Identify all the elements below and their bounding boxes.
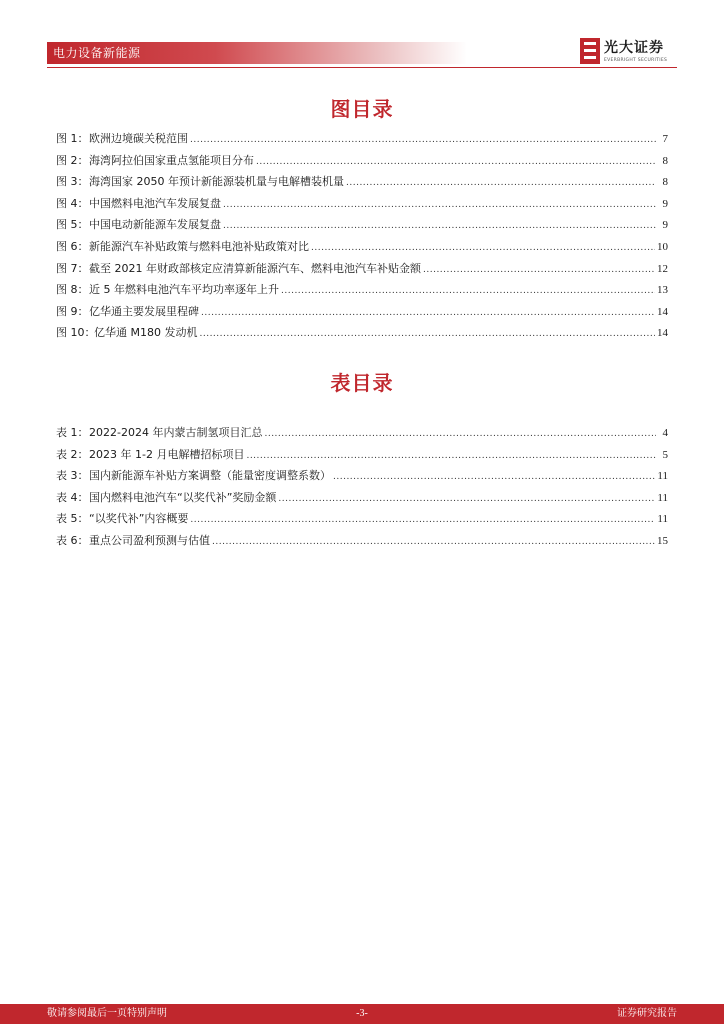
logo-mark-icon [580,38,600,64]
toc-text: 2023 年 1-2 月电解槽招标项目 [89,447,245,461]
toc-label: 图 2： [56,153,89,167]
toc-page: 12 [657,262,668,275]
toc-leader [212,534,655,550]
toc-text: 中国燃料电池汽车发展复盘 [89,196,221,210]
toc-item[interactable] [56,196,668,218]
toc-page: 14 [657,327,668,340]
toc-text: 亿华通主要发展里程碑 [89,304,199,318]
footer-disclaimer: 敬请参阅最后一页特别声明 [47,1008,167,1019]
toc-leader [281,283,655,299]
toc-label: 图 3： [56,175,89,189]
toc-label: 表 5： [56,512,89,526]
toc-leader [256,154,656,170]
toc-item[interactable] [56,511,668,533]
toc-page: 7 [662,133,668,145]
toc-item[interactable] [56,261,668,283]
toc-item[interactable] [56,131,668,153]
tables-section-title: 表目录 [330,371,394,395]
toc-text: 欧洲边境碳关税范围 [89,132,188,145]
figures-section-title: 图目录 [330,97,394,121]
toc-label: 图 7： [56,261,89,275]
toc-page: 9 [662,219,668,232]
toc-leader [201,305,655,321]
toc-text: 截至 2021 年财政部核定应清算新能源汽车、燃料电池汽车补贴金额 [89,261,421,275]
company-logo [580,38,680,68]
toc-leader [311,240,655,256]
toc-item[interactable] [56,425,668,447]
toc-text: 亿华通 M180 发动机 [94,326,198,340]
toc-page: 5 [662,448,668,461]
page-number: -3- [356,1008,368,1019]
toc-page: 11 [657,491,668,504]
toc-page: 13 [657,284,668,297]
toc-label: 表 6： [56,533,89,547]
toc-label: 表 1： [56,426,89,439]
logo-subtitle: EVERBRIGHT SECURITIES [604,58,668,63]
toc-item[interactable] [56,325,668,347]
toc-item[interactable] [56,217,668,239]
toc-leader [190,132,656,148]
toc-label: 表 3： [56,469,89,483]
toc-item[interactable] [56,239,668,261]
toc-label: 图 6： [56,239,89,253]
toc-text: 海湾阿拉伯国家重点氢能项目分布 [89,153,254,167]
toc-label: 图 9： [56,304,89,318]
toc-page: 8 [662,176,668,189]
toc-text: 国内燃料电池汽车“以奖代补”奖励金额 [89,490,277,504]
toc-item[interactable] [56,468,668,490]
toc-leader [223,197,656,213]
toc-label: 图 10： [56,326,96,340]
header-divider [47,67,677,68]
toc-item[interactable] [56,282,668,304]
toc-label: 表 2： [56,447,89,461]
logo-name: 光大证券 [604,40,664,56]
toc-item[interactable] [56,304,668,326]
toc-leader [264,426,656,442]
toc-item[interactable] [56,174,668,196]
toc-leader [278,491,655,507]
toc-label: 图 8： [56,283,89,297]
toc-page: 10 [657,240,668,253]
toc-text: 近 5 年燃料电池汽车平均功率逐年上升 [89,283,279,297]
toc-item[interactable] [56,447,668,469]
toc-page: 4 [662,427,668,439]
toc-leader [190,512,655,528]
toc-text: 新能源汽车补贴政策与燃料电池补贴政策对比 [89,239,309,253]
toc-leader [346,175,656,191]
toc-page: 14 [657,305,668,318]
toc-text: 中国电动新能源车发展复盘 [89,218,221,232]
tables-toc-list [56,425,668,555]
toc-page: 11 [657,513,668,526]
figures-toc-list [56,131,668,347]
toc-label: 图 5： [56,218,89,232]
toc-leader [333,469,655,485]
toc-text: 海湾国家 2050 年预计新能源装机量与电解槽装机量 [89,175,344,189]
toc-leader [223,218,656,234]
toc-label: 图 4： [56,196,89,210]
toc-text: 国内新能源车补贴方案调整（能量密度调整系数） [89,469,331,483]
toc-page: 9 [662,197,668,210]
toc-label: 图 1： [56,132,89,145]
toc-page: 11 [657,470,668,483]
toc-page: 8 [662,154,668,167]
footer-report-type: 证券研究报告 [617,1008,677,1019]
toc-leader [423,262,655,278]
toc-item[interactable] [56,533,668,555]
toc-text: “以奖代补”内容概要 [89,512,189,526]
toc-item[interactable] [56,490,668,512]
toc-label: 表 4： [56,490,89,504]
toc-leader [246,448,656,464]
toc-text: 重点公司盈利预测与估值 [89,533,210,547]
header-title: 电力设备新能源 [53,46,141,60]
toc-page: 15 [657,534,668,547]
toc-leader [199,326,655,342]
toc-item[interactable] [56,153,668,175]
toc-text: 2022-2024 年内蒙古制氢项目汇总 [89,426,263,439]
